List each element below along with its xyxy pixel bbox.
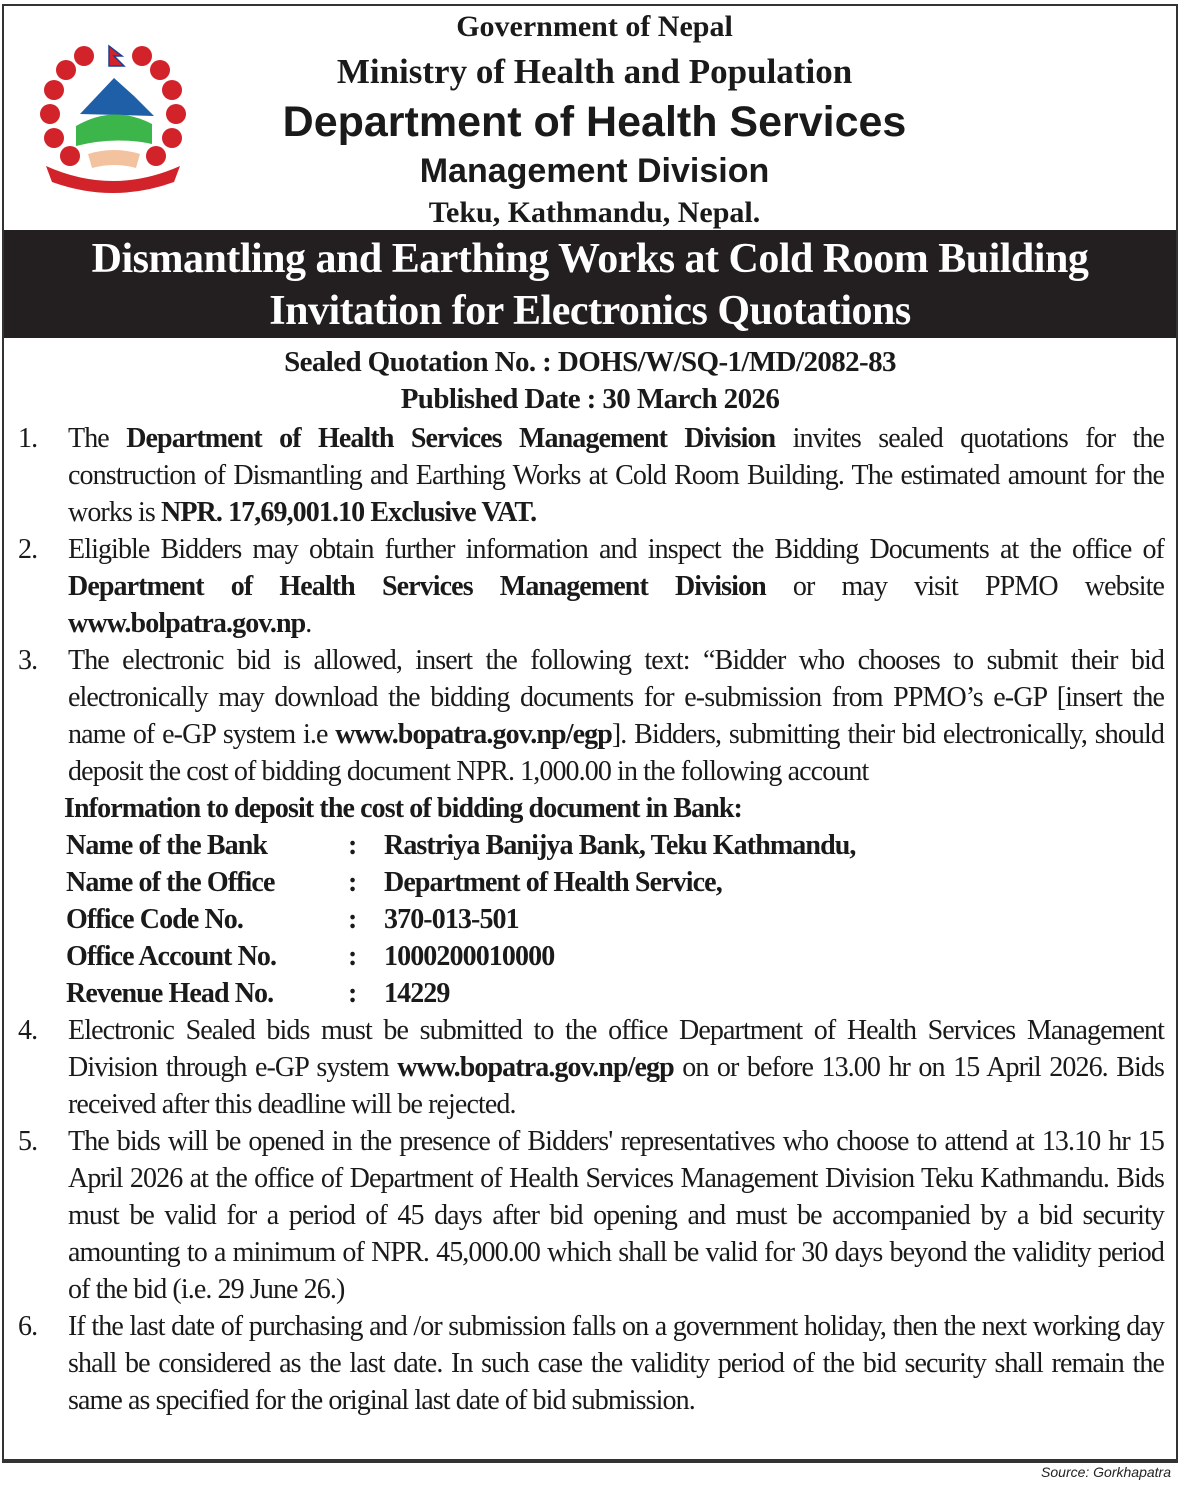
bank-info-value: Department of Health Service, — [384, 867, 722, 898]
item-number: 5. — [18, 1126, 38, 1157]
bank-info-colon: : — [348, 978, 357, 1009]
bank-info-colon: : — [348, 867, 357, 898]
list-item — [4, 1308, 1176, 1419]
bank-info-colon: : — [348, 941, 357, 972]
item-number: 4. — [18, 1015, 38, 1046]
bank-info-row — [4, 975, 1176, 1012]
item-text: Electronic Sealed bids must be submitted to the office Department of Health Services Management Division through e-GP system — [68, 1015, 1164, 1083]
published-date: Published Date : 30 March 2026 — [400, 383, 780, 415]
bold-text: www.bopatra.gov.np/egp — [397, 1052, 674, 1083]
government-name: Government of Nepal — [456, 10, 733, 43]
bold-text: Department of Health Services Management Division — [68, 571, 766, 602]
bold-text: Department of Health Services Management Division — [126, 423, 776, 454]
bank-info-value: Rastriya Banijya Bank, Teku Kathmandu, — [384, 830, 856, 861]
item-text: Eligible Bidders may obtain further information and inspect the Bidding Documents at the office of — [68, 534, 1164, 565]
bank-info-label: Revenue Head No. — [66, 978, 274, 1009]
bank-info-label: Name of the Bank — [66, 830, 268, 861]
item-number: 1. — [18, 423, 38, 454]
item-text: If the last date of purchasing and /or submission falls on a government holiday, then the next working day shall be considered as the last date. In such case the validity period of the bid security shall remain the same as specified for the original last date of bid submission. — [68, 1311, 1164, 1416]
list-item — [4, 1123, 1176, 1308]
bank-info-label: Office Account No. — [66, 941, 277, 972]
notice-title: Dismantling and Earthing Works at Cold Room Building — [91, 236, 1089, 282]
item-text: . — [305, 608, 312, 639]
notice-body — [4, 420, 1176, 1419]
ministry-name: Ministry of Health and Population — [336, 52, 853, 91]
bank-info-heading: Information to deposit the cost of bidding document in Bank: — [64, 793, 742, 824]
bank-info-row — [4, 864, 1176, 901]
list-item — [4, 531, 1176, 642]
item-text: The bids will be opened in the presence of Bidders' representatives who choose to attend at 13.10 hr 15 April 2026 at the office of Department of Health Services Management Division Teku Kathmandu. Bids must be valid for a period of 45 days after bid opening and must be accompanied by a bid security amounting to a minimum of NPR. 45,000.00 which shall be valid for 30 days beyond the validity period of the bid (i.e. 29 June 26.) — [68, 1126, 1164, 1305]
bank-info-value: 370-013-501 — [384, 904, 519, 935]
item-text: The — [68, 423, 127, 454]
notice-subtitle: Invitation for Electronics Quotations — [269, 288, 911, 334]
bank-info-value: 14229 — [384, 978, 450, 1009]
quotation-number: Sealed Quotation No. : DOHS/W/SQ-1/MD/2082-83 — [284, 346, 896, 378]
bold-text: www.bolpatra.gov.np — [68, 608, 306, 639]
bold-text: NPR. 17,69,001.10 Exclusive VAT. — [161, 497, 537, 528]
department-name: Department of Health Services — [282, 98, 907, 146]
bank-info-colon: : — [348, 904, 357, 935]
title-band — [4, 230, 1176, 338]
bank-info-label: Name of the Office — [66, 867, 275, 898]
list-item — [4, 642, 1176, 790]
item-text: The electronic bid is allowed, insert the following text: “Bidder who chooses to submit their bid electronically may download the bidding documents for e-submission from PPMO’s e-GP [insert the name of e-GP system i.e — [68, 645, 1164, 750]
bold-text: www.bopatra.gov.np/egp — [335, 719, 612, 750]
bank-info-value: 1000200010000 — [384, 941, 555, 972]
bank-info-row — [4, 901, 1176, 938]
bank-info-row — [4, 938, 1176, 975]
item-number: 3. — [18, 645, 38, 676]
item-number: 2. — [18, 534, 38, 565]
bank-info-row — [4, 827, 1176, 864]
notice-frame — [2, 4, 1178, 1463]
item-text: or may visit PPMO website — [765, 571, 1164, 602]
item-text: on or before 13.00 hr on 15 April 2026. Bids received after this deadline will be rejected. — [68, 1052, 1164, 1120]
bank-info-colon: : — [348, 830, 357, 861]
bank-info-label: Office Code No. — [66, 904, 244, 935]
list-item — [4, 420, 1176, 531]
source-credit: Source: Gorkhapatra — [1041, 1464, 1171, 1480]
item-text: ]. Bidders, submitting their bid electronically, should deposit the cost of bidding document NPR. 1,000.00 in the following account — [68, 719, 1165, 787]
address: Teku, Kathmandu, Nepal. — [428, 196, 761, 229]
notice-header — [4, 6, 1176, 230]
item-text: invites sealed quotations for the construction of Dismantling and Earthing Works at Cold Room Building. The estimated amount for the works is — [68, 423, 1164, 528]
list-item — [4, 1012, 1176, 1123]
division-name: Management Division — [419, 152, 770, 190]
item-number: 6. — [18, 1311, 38, 1342]
